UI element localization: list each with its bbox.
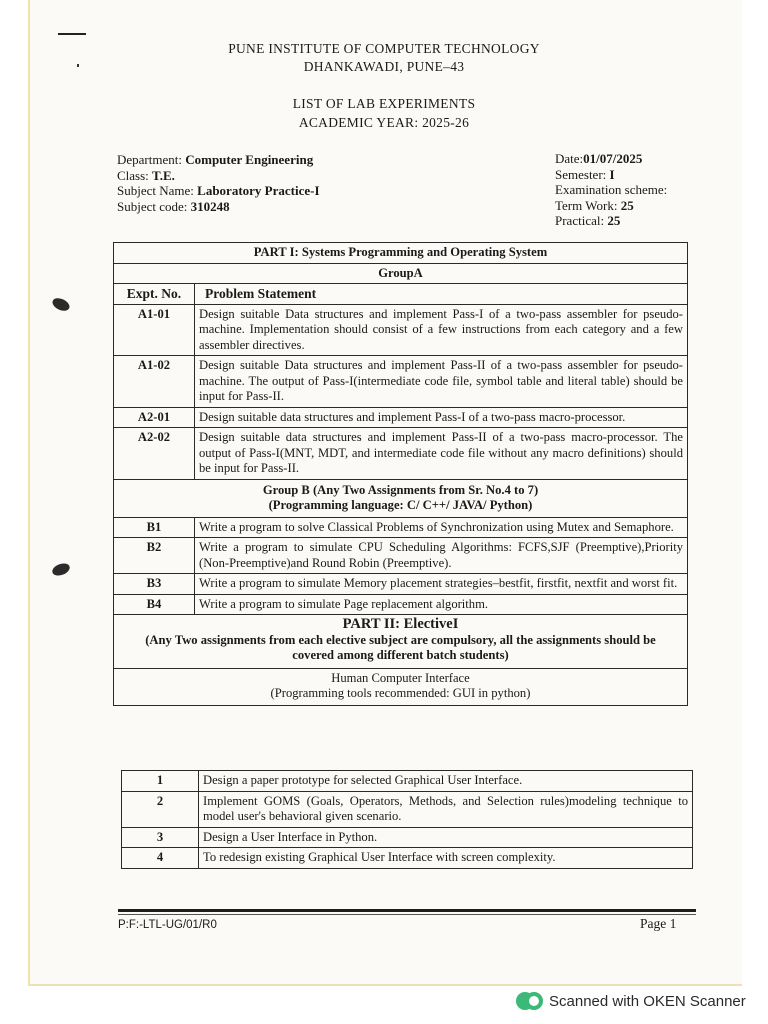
table-row — [114, 594, 688, 615]
experiments-table — [113, 242, 688, 706]
expt-no: B3 — [114, 574, 195, 595]
form-code: P:F:-LTL-UG/01/R0 — [118, 919, 217, 931]
part2-heading — [114, 615, 688, 669]
institute-location: DHANKAWADI, PUNE–43 — [303, 59, 465, 74]
page-number: Page 1 — [640, 916, 677, 931]
subject-name-line: Subject Name: Laboratory Practice-I — [117, 183, 320, 198]
table-row — [114, 356, 688, 408]
hci-table — [121, 770, 693, 869]
problem-statement: Design suitable data structures and implement Pass-I of a two-pass macro-processor. — [195, 407, 688, 428]
group-b-language: (Programming language: C/ C++/ JAVA/ Python) — [268, 498, 533, 512]
pen-mark — [58, 33, 86, 35]
scanner-watermark — [516, 989, 746, 1013]
table-row — [122, 848, 693, 869]
institute-name: PUNE INSTITUTE OF COMPUTER TECHNOLOGY — [228, 41, 540, 56]
problem-statement: Write a program to simulate Page replacement algorithm. — [195, 594, 688, 615]
problem-statement: Design a User Interface in Python. — [199, 827, 693, 848]
paper-edge-bottom — [28, 984, 742, 986]
hci-heading — [114, 668, 688, 705]
table-row — [114, 304, 688, 356]
term-work-line: Term Work: 25 — [555, 197, 634, 213]
subject-code-line: Subject code: 310248 — [117, 198, 230, 214]
part1-title: PART I: Systems Programming and Operating System — [114, 243, 688, 264]
expt-no: A1-02 — [114, 356, 195, 408]
exam-scheme-line: Examination scheme: — [555, 182, 668, 197]
semester-line: Semester: I — [555, 166, 615, 182]
expt-no: B4 — [114, 594, 195, 615]
problem-statement: Write a program to solve Classical Problems of Synchronization using Mutex and Semaphore. — [195, 517, 688, 538]
col-problem-statement: Problem Statement — [195, 284, 688, 305]
hci-tools: (Programming tools recommended: GUI in python) — [270, 686, 531, 700]
class-line: Class: T.E. — [117, 167, 175, 183]
table-row — [114, 538, 688, 574]
table-row — [114, 407, 688, 428]
course-info — [117, 152, 320, 214]
practical-line: Practical: 25 — [555, 213, 621, 228]
footer-rule — [118, 909, 696, 912]
list-title: LIST OF LAB EXPERIMENTS — [292, 96, 476, 111]
expt-no: 1 — [122, 771, 199, 792]
expt-no: A2-02 — [114, 428, 195, 480]
problem-statement: Design suitable data structures and implement Pass-II of a two-pass macro-processor. The output of Pass-I(MNT, MDT, and intermediate code file without any macro definitions) should be input for Pass-II. — [195, 428, 688, 480]
problem-statement: Design suitable Data structures and implement Pass-I of a two-pass assembler for pseudo-machine. Implementation should consist of a few instructions from each category and a few assembler directives. — [195, 304, 688, 356]
group-a-title: GroupA — [114, 263, 688, 284]
footer-rule-thin — [118, 914, 696, 915]
department-line: Department: Computer Engineering — [117, 152, 314, 167]
expt-no: B1 — [114, 517, 195, 538]
part2-title: PART II: ElectiveI — [342, 616, 459, 632]
table-row — [114, 517, 688, 538]
problem-statement: Implement GOMS (Goals, Operators, Methods, and Selection rules)modeling technique to model user's behavioral given scenario. — [199, 791, 693, 827]
expt-no: 4 — [122, 848, 199, 869]
exam-info — [555, 151, 667, 229]
expt-no: 3 — [122, 827, 199, 848]
group-b-heading — [114, 479, 688, 517]
table-row — [114, 428, 688, 480]
problem-statement: Write a program to simulate Memory placement strategies–bestfit, firstfit, nextfit and worst fit. — [195, 574, 688, 595]
problem-statement: To redesign existing Graphical User Interface with screen complexity. — [199, 848, 693, 869]
hci-title: Human Computer Interface — [331, 670, 470, 685]
expt-no: 2 — [122, 791, 199, 827]
oken-logo-icon — [516, 992, 542, 1010]
date-line: Date:01/07/2025 — [555, 151, 643, 166]
problem-statement: Design suitable Data structures and implement Pass-II of a two-pass assembler for pseudo-machine. The output of Pass-I(intermediate code file, symbol table and literal table) should be input for Pass-II. — [195, 356, 688, 408]
col-expt-no: Expt. No. — [114, 284, 195, 305]
table-row — [114, 574, 688, 595]
academic-year: ACADEMIC YEAR: 2025-26 — [298, 115, 470, 130]
table-row — [122, 827, 693, 848]
table-row — [122, 771, 693, 792]
problem-statement: Design a paper prototype for selected Graphical User Interface. — [199, 771, 693, 792]
expt-no: A1-01 — [114, 304, 195, 356]
problem-statement: Write a program to simulate CPU Scheduling Algorithms: FCFS,SJF (Preemptive),Priority (Non-Preemptive)and Round Robin (Preemptive). — [195, 538, 688, 574]
expt-no: A2-01 — [114, 407, 195, 428]
part2-note: (Any Two assignments from each elective subject are compulsory, all the assignments should be covered among different batch students) — [145, 632, 656, 662]
expt-no: B2 — [114, 538, 195, 574]
group-b-title: Group B (Any Two Assignments from Sr. No.4 to 7) — [262, 482, 539, 497]
paper-edge — [28, 0, 30, 985]
table-row — [122, 791, 693, 827]
scanner-text: Scanned with OKEN Scanner — [549, 992, 746, 1010]
